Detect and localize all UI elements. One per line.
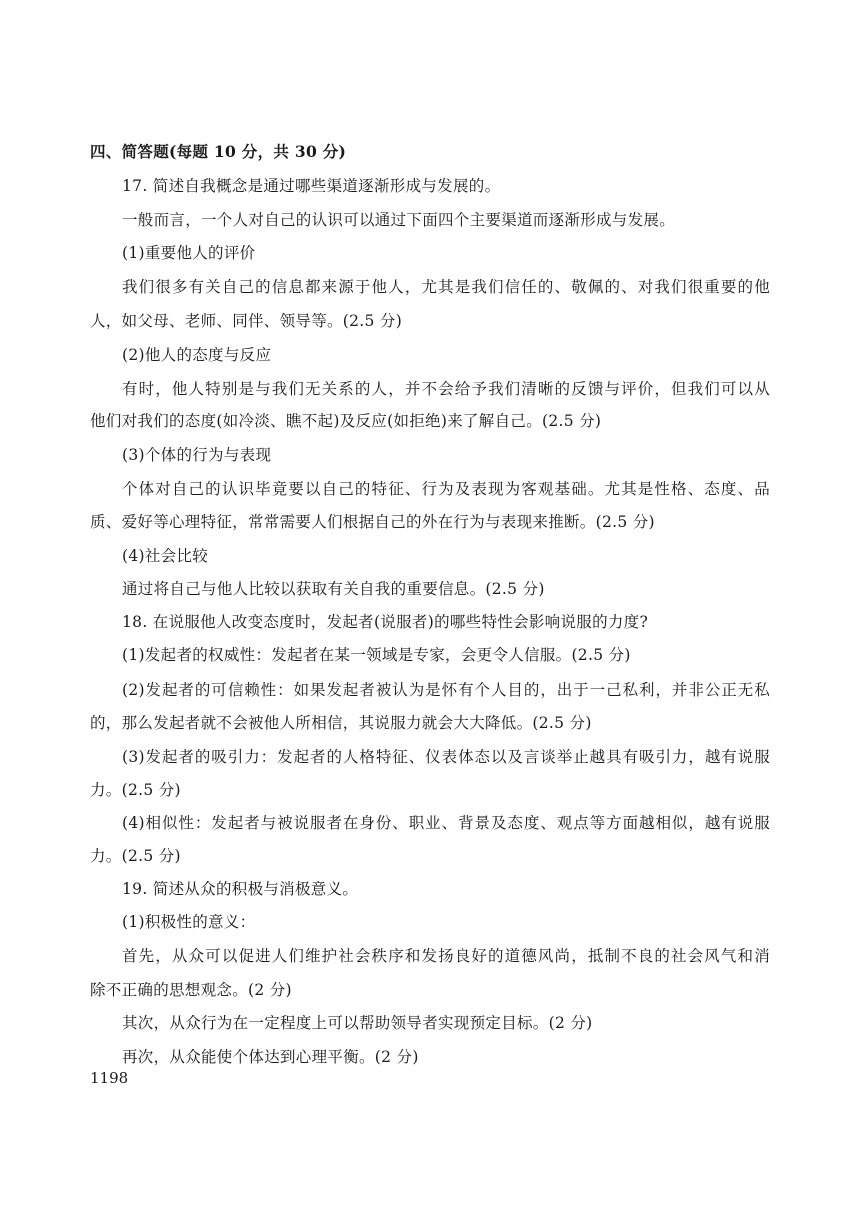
q19-first-line1: 首先，从众可以促进人们维护社会秩序和发扬良好的道德风尚，抵制不良的社会风气和消: [122, 947, 770, 965]
q17-question: 17. 简述自我概念是通过哪些渠道逐渐形成与发展的。: [122, 177, 501, 195]
q17-point2-title: (2)他人的态度与反应: [122, 346, 272, 364]
q17-point3-text-line1: 个体对自己的认识毕竟要以自己的特征、行为及表现为客观基础。尤其是性格、态度、品: [122, 480, 770, 498]
q17-point3-text-line2: 质、爱好等心理特征，常常需要人们根据自己的外在行为与表现来推断。(2.5 分): [90, 513, 655, 531]
q18-answer2-line2: 的，那么发起者就不会被他人所相信，其说服力就会大大降低。(2.5 分): [90, 714, 592, 732]
q19-first-line2: 除不正确的思想观念。(2 分): [90, 981, 292, 999]
q18-answer3-line2: 力。(2.5 分): [90, 781, 181, 799]
q18-answer4-line1: (4)相似性：发起者与被说服者在身份、职业、背景及态度、观点等方面越相似，越有说服: [122, 814, 770, 832]
section-heading: 四、简答题(每题 10 分，共 30 分): [90, 142, 347, 161]
q19-question: 19. 简述从众的积极与消极意义。: [122, 880, 359, 898]
q17-point2-text-line2: 他们对我们的态度(如冷淡、瞧不起)及反应(如拒绝)来了解自己。(2.5 分): [90, 412, 602, 430]
q19-point1-title: (1)积极性的意义：: [122, 913, 256, 931]
q19-third: 再次，从众能使个体达到心理平衡。(2 分): [122, 1048, 419, 1066]
q18-answer2-line1: (2)发起者的可信赖性：如果发起者被认为是怀有个人目的，出于一己私利，并非公正无私: [122, 681, 770, 699]
q18-answer1: (1)发起者的权威性：发起者在某一领域是专家，会更令人信服。(2.5 分): [122, 646, 631, 664]
q18-answer3-line1: (3)发起者的吸引力：发起者的人格特征、仪表体态以及言谈举止越具有吸引力，越有说服: [122, 748, 770, 766]
q17-point4-title: (4)社会比较: [122, 547, 209, 565]
q17-point1-text-line2: 人，如父母、老师、同伴、领导等。(2.5 分): [90, 312, 403, 330]
q18-question: 18. 在说服他人改变态度时，发起者(说服者)的哪些特性会影响说服的力度?: [122, 613, 649, 631]
page-number: 1198: [90, 1069, 129, 1087]
q17-intro: 一般而言，一个人对自己的认识可以通过下面四个主要渠道而逐渐形成与发展。: [122, 211, 676, 229]
q17-point2-text-line1: 有时，他人特别是与我们无关系的人，并不会给予我们清晰的反馈与评价，但我们可以从: [122, 380, 770, 398]
q18-answer4-line2: 力。(2.5 分): [90, 847, 181, 865]
q19-second: 其次，从众行为在一定程度上可以帮助领导者实现预定目标。(2 分): [122, 1014, 593, 1032]
q17-point4-text: 通过将自己与他人比较以获取有关自我的重要信息。(2.5 分): [122, 580, 545, 598]
q17-point1-text-line1: 我们很多有关自己的信息都来源于他人，尤其是我们信任的、敬佩的、对我们很重要的他: [122, 278, 770, 296]
q17-point1-title: (1)重要他人的评价: [122, 244, 256, 262]
q17-point3-title: (3)个体的行为与表现: [122, 446, 272, 464]
